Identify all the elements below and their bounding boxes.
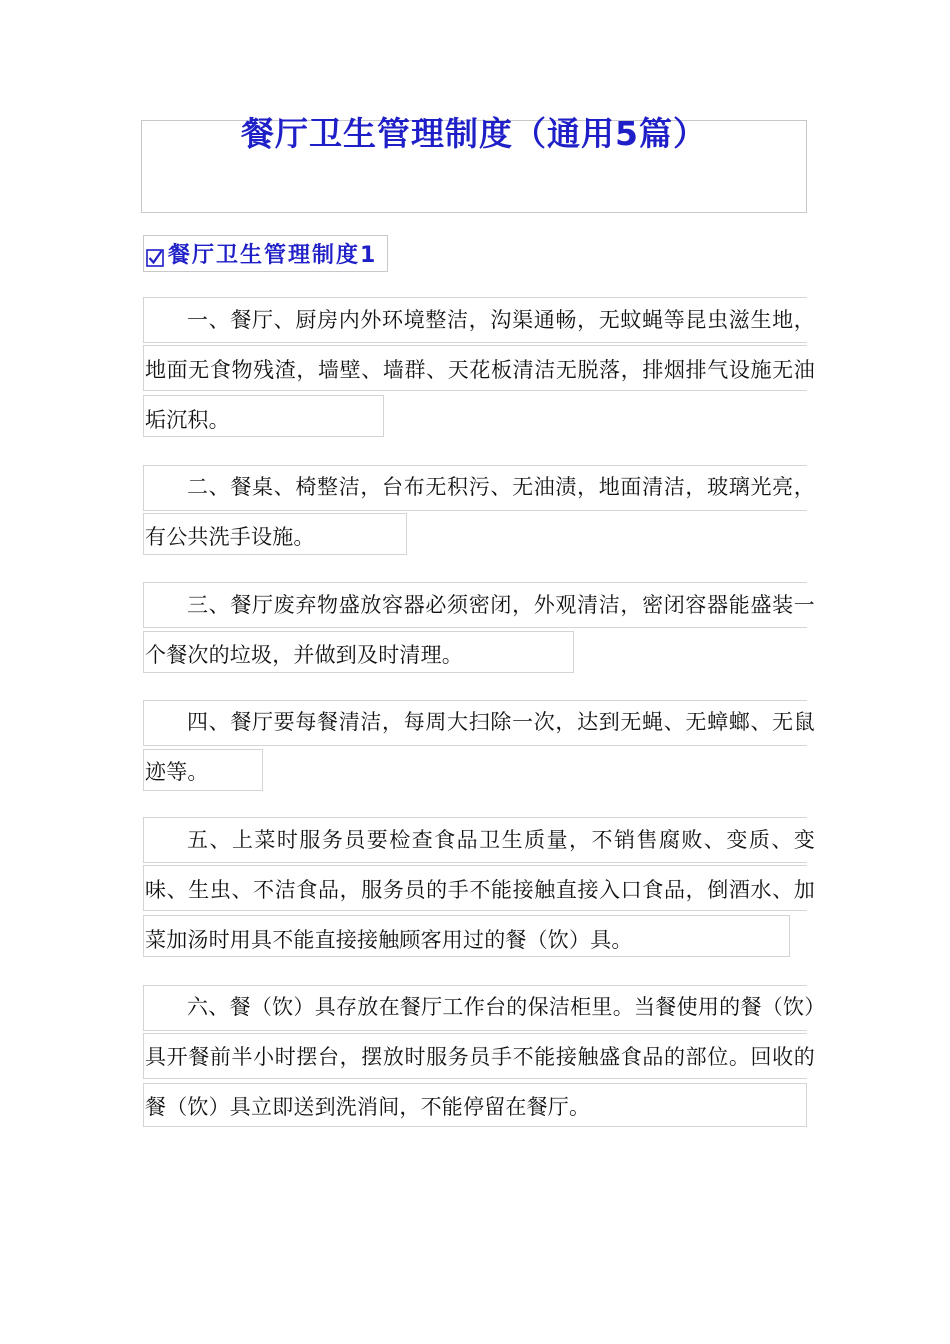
section-heading-text: 餐厅卫生管理制度1 (168, 243, 378, 268)
section-heading (143, 235, 388, 272)
paragraph-5: 五、上菜时服务员要检查食品卫生质量，不销售腐败、变质、变味、生虫、不洁食品，服务员的手不能接触直接入口食品，倒酒水、加菜加汤时用具不能直接接触顾客用过的餐（饮）具。 (145, 828, 815, 952)
paragraph-3: 三、餐厅废弃物盛放容器必须密闭，外观清洁，密闭容器能盛装一个餐次的垃圾，并做到及时清理。 (145, 593, 815, 667)
paragraph-6: 六、餐（饮）具存放在餐厅工作台的保洁柜里。当餐使用的餐（饮）具开餐前半小时摆台，摆放时服务员手不能接触盛食品的部位。回收的餐（饮）具立即送到洗消间，不能停留在餐厅。 (145, 995, 815, 1119)
paragraph-4: 四、餐厅要每餐清洁，每周大扫除一次，达到无蝇、无蟑螂、无鼠迹等。 (145, 710, 815, 784)
checkbox-checked-icon (146, 249, 164, 267)
document-title: 餐厅卫生管理制度（通用5篇） (241, 114, 707, 153)
paragraph-2: 二、餐桌、椅整洁，台布无积污、无油渍，地面清洁，玻璃光亮，有公共洗手设施。 (145, 475, 815, 549)
paragraph-1: 一、餐厅、厨房内外环境整洁，沟渠通畅，无蚊蝇等昆虫滋生地，地面无食物残渣，墙壁、墙群、天花板清洁无脱落，排烟排气设施无油垢沉积。 (145, 308, 815, 432)
